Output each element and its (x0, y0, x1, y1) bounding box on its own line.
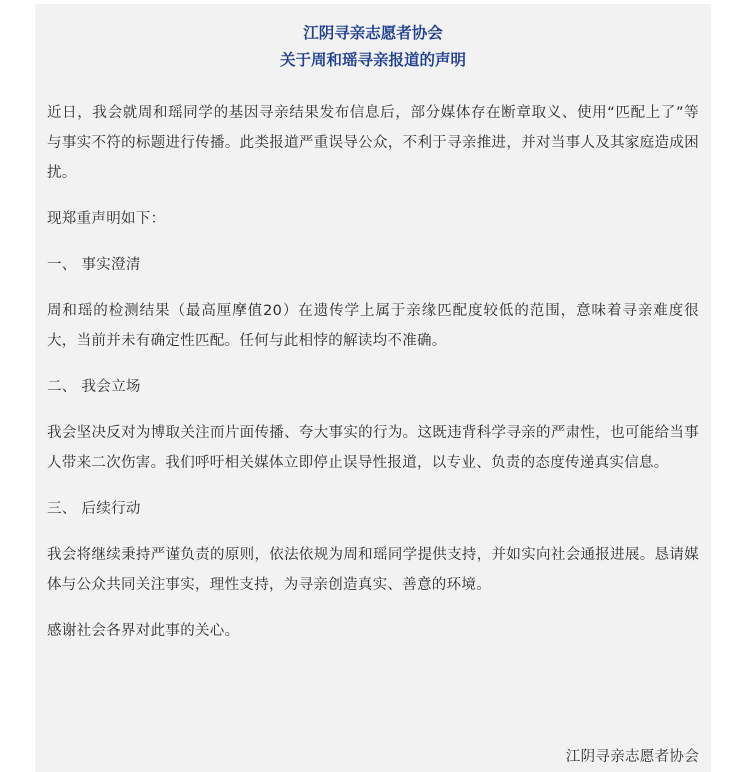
section-heading-2: 二、 我会立场 (47, 379, 141, 395)
statement-title: 关于周和瑶寻亲报道的声明 (279, 51, 466, 69)
section-heading-1: 一、 事实澄清 (47, 257, 141, 273)
section-text-1: 周和瑶的检测结果（最高厘摩值20）在遗传学上属于亲缘匹配度较低的范围，意味着寻亲难度很大，当前并未有确定性匹配。任何与此相悖的解读均不准确。 (47, 303, 699, 349)
thanks-line: 感谢社会各界对此事的关心。 (47, 623, 240, 639)
org-title: 江阴寻亲志愿者协会 (303, 24, 443, 42)
section-text-3: 我会将继续秉持严谨负责的原则，依法依规为周和瑶同学提供支持，并如实向社会通报进展。恳请媒体与公众共同关注事实，理性支持，为寻亲创造真实、善意的环境。 (47, 547, 699, 593)
statement-document (35, 4, 711, 772)
section-heading-3: 三、 后续行动 (47, 501, 141, 517)
signature: 江阴寻亲志愿者协会 (565, 749, 699, 765)
declare-line: 现郑重声明如下： (47, 211, 166, 227)
section-text-2: 我会坚决反对为博取关注而片面传播、夸大事实的行为。这既违背科学寻亲的严肃性，也可能给当事人带来二次伤害。我们呼吁相关媒体立即停止误导性报道，以专业、负责的态度传递真实信息。 (47, 425, 699, 471)
intro-paragraph: 近日，我会就周和瑶同学的基因寻亲结果发布信息后，部分媒体存在断章取义、使用“匹配上了”等与事实不符的标题进行传播。此类报道严重误导公众，不利于寻亲推进，并对当事人及其家庭造成困扰。 (47, 105, 699, 181)
